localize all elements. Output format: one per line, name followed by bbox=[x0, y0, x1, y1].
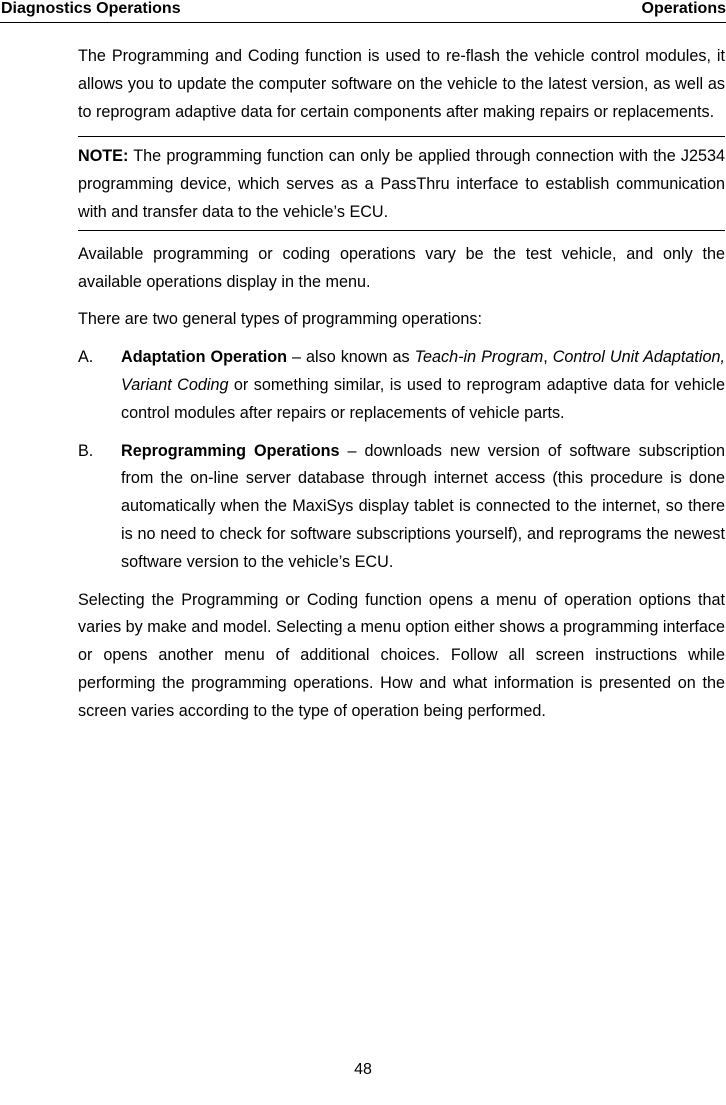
list-marker-b: B. bbox=[78, 441, 94, 460]
header-section-title: Diagnostics Operations bbox=[1, 0, 181, 17]
adaptation-text-1: – also known as bbox=[286, 348, 415, 367]
selecting-paragraph: Selecting the Programming or Coding function opens a menu of operation options that varies by make and model. Selecting a menu option either shows a programming interface or opens another menu of additional choices. Follow all screen instructions while performing the programming operations. How and what information is presented on the screen varies according to the type of operation being performed. bbox=[78, 590, 725, 720]
note-label: NOTE: bbox=[78, 147, 129, 166]
note-box bbox=[78, 136, 725, 230]
available-operations-paragraph: Available programming or coding operations vary be the test vehicle, and only the available operations display in the menu. bbox=[78, 244, 725, 291]
list-item-reprogramming bbox=[78, 438, 725, 577]
adaptation-text-3: or something similar, is used to reprogram adaptive data for vehicle control modules after repairs or replacements of vehicle parts. bbox=[121, 375, 725, 422]
adaptation-italic-1: Teach-in Program bbox=[414, 348, 544, 367]
operation-types-paragraph: There are two general types of programming operations: bbox=[78, 310, 482, 329]
list-body-adaptation bbox=[121, 344, 725, 427]
adaptation-title: Adaptation Operation bbox=[121, 348, 287, 367]
page-number: 48 bbox=[354, 1061, 372, 1078]
note-text: The programming function can only be applied through connection with the J2534 programming device, which serves as a PassThru interface to establish communication with and transfer data to the vehicle’s ECU. bbox=[78, 147, 725, 221]
page-header bbox=[0, 0, 726, 23]
list-marker-a: A. bbox=[78, 348, 94, 367]
reprogramming-text: – downloads new version of software subscription from the on-line server database through internet access (this procedure is done automatically when the MaxiSys display tablet is connected to the internet, so there is no need to check for software subscriptions yourself), and reprograms the newest software version to the vehicle’s ECU. bbox=[121, 441, 726, 571]
header-chapter-title: Operations bbox=[641, 0, 726, 17]
intro-paragraph: The Programming and Coding function is used to re-flash the vehicle control modules, it allows you to update the computer software on the vehicle to the latest version, as well as to reprogram adaptive data for certain components after making repairs or replacements. bbox=[78, 47, 725, 121]
list-item-adaptation bbox=[78, 344, 725, 427]
page-body bbox=[78, 43, 725, 736]
adaptation-italic-2: Control Unit Adaptation, Variant Coding bbox=[121, 348, 726, 394]
list-body-reprogramming bbox=[121, 438, 725, 577]
adaptation-text-2: , bbox=[543, 348, 553, 367]
reprogramming-title: Reprogramming Operations bbox=[121, 441, 340, 460]
